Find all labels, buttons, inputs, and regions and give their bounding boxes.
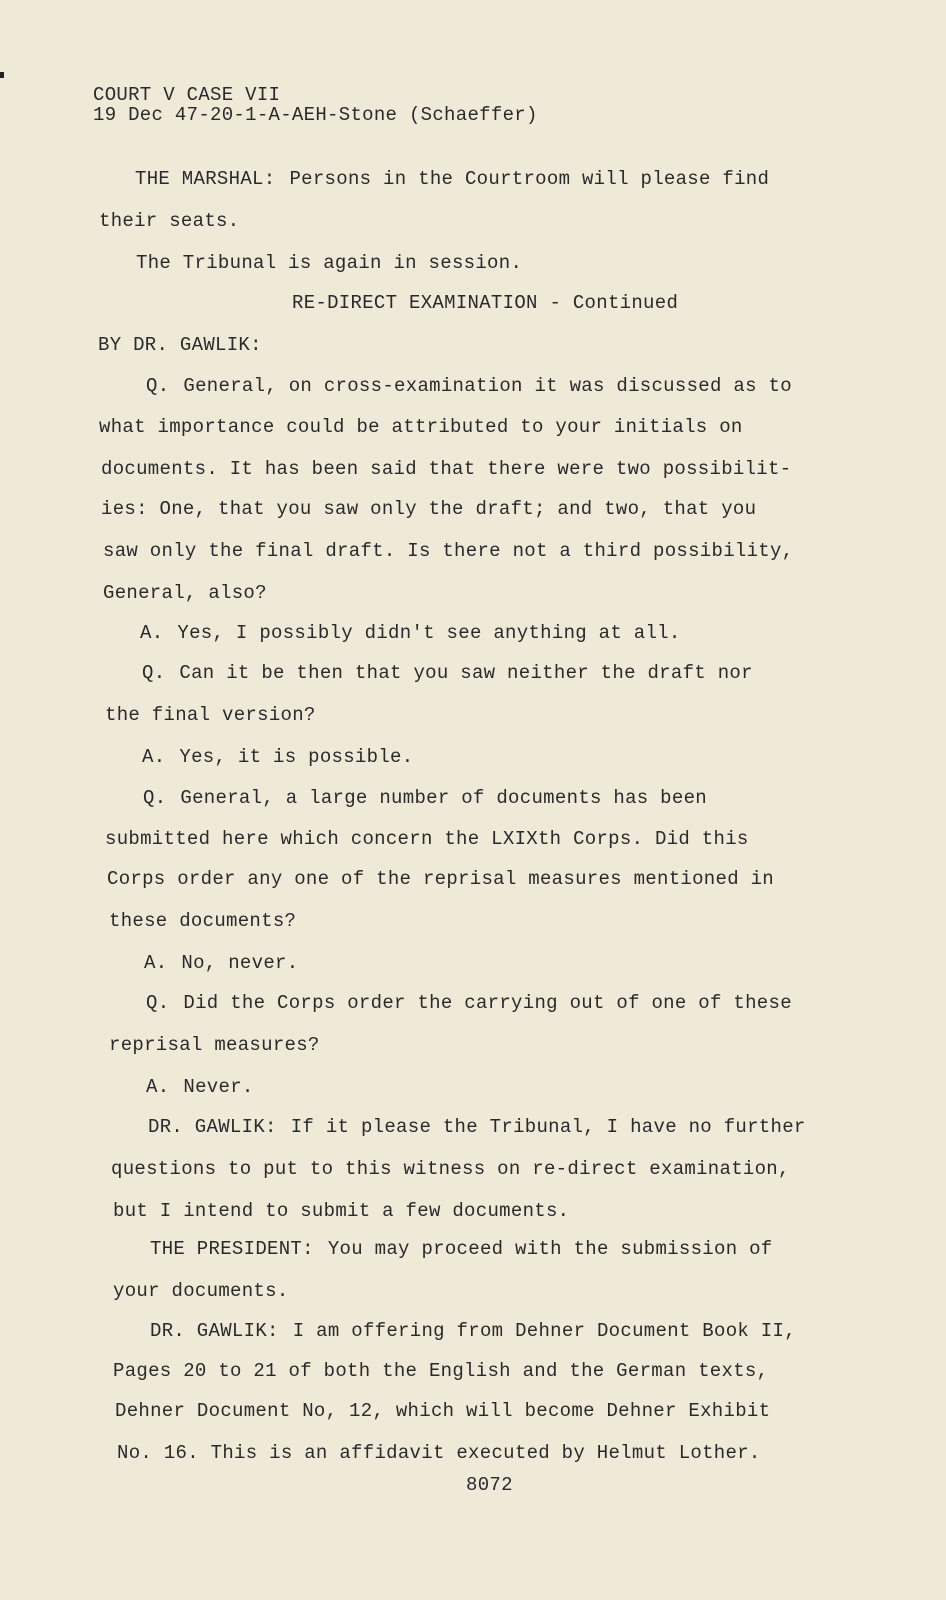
question-1-line-5: saw only the final draft. Is there not a third possibility, (103, 540, 794, 562)
marshal-statement-line-2: their seats. (99, 210, 240, 232)
header-court-case: COURT V CASE VII (93, 84, 281, 106)
question-1-line-1 (146, 375, 792, 397)
margin-mark (0, 72, 4, 78)
answer-label: A. (140, 622, 164, 644)
speaker-label: DR. GAWLIK: (148, 1116, 277, 1138)
question-text: Did the Corps order the carrying out of one of these (183, 992, 792, 1014)
question-1-line-2: what importance could be attributed to your initials on (99, 416, 743, 438)
gawlik-statement-2-line-3: Dehner Document No, 12, which will become Dehner Exhibit (115, 1400, 771, 1422)
answer-3 (144, 952, 298, 974)
question-3-line-2: submitted here which concern the LXIXth Corps. Did this (105, 828, 749, 850)
statement-text: Persons in the Courtroom will please find (289, 168, 770, 190)
question-2-line-1 (142, 662, 753, 684)
gawlik-statement-2-line-1 (150, 1320, 796, 1342)
gawlik-statement-2-line-4: No. 16. This is an affidavit executed by Helmut Lother. (117, 1442, 761, 1464)
session-statement: The Tribunal is again in session. (136, 252, 523, 274)
question-3-line-1 (143, 787, 707, 809)
answer-text: Yes, I possibly didn't see anything at all. (177, 622, 681, 644)
answer-text: Yes, it is possible. (179, 746, 414, 768)
section-heading: RE-DIRECT EXAMINATION - Continued (292, 292, 679, 314)
header-session-info: 19 Dec 47-20-1-A-AEH-Stone (Schaeffer) (93, 104, 538, 126)
question-4-line-1 (146, 992, 792, 1014)
question-text: General, a large number of documents has been (180, 787, 707, 809)
answer-label: A. (146, 1076, 170, 1098)
question-1-line-3: documents. It has been said that there were two possibilit- (101, 458, 792, 480)
question-label: Q. (142, 662, 166, 684)
answer-2 (142, 746, 413, 768)
answer-label: A. (144, 952, 168, 974)
statement-text: If it please the Tribunal, I have no further (290, 1116, 806, 1138)
question-3-line-3: Corps order any one of the reprisal measures mentioned in (107, 868, 775, 890)
question-label: Q. (143, 787, 167, 809)
gawlik-statement-1-line-1 (148, 1116, 806, 1138)
question-2-line-2: the final version? (105, 704, 316, 726)
statement-text: I am offering from Dehner Document Book II, (292, 1320, 796, 1342)
gawlik-statement-1-line-3: but I intend to submit a few documents. (113, 1200, 570, 1222)
question-1-line-4: ies: One, that you saw only the draft; and two, that you (101, 498, 757, 520)
question-text: Can it be then that you saw neither the draft nor (179, 662, 753, 684)
gawlik-statement-2-line-2: Pages 20 to 21 of both the English and the German texts, (113, 1360, 769, 1382)
marshal-statement-line-1 (135, 168, 769, 190)
gawlik-statement-1-line-2: questions to put to this witness on re-direct examination, (111, 1158, 790, 1180)
president-statement-line-2: your documents. (113, 1280, 289, 1302)
question-label: Q. (146, 992, 170, 1014)
question-4-line-2: reprisal measures? (109, 1034, 320, 1056)
question-1-line-6: General, also? (103, 582, 267, 604)
speaker-label: DR. GAWLIK: (150, 1320, 279, 1342)
question-label: Q. (146, 375, 170, 397)
page-number: 8072 (466, 1474, 513, 1496)
examiner-label: BY DR. GAWLIK: (98, 334, 262, 356)
answer-1 (140, 622, 681, 644)
question-3-line-4: these documents? (109, 910, 297, 932)
speaker-label: THE PRESIDENT: (150, 1238, 314, 1260)
question-text: General, on cross-examination it was discussed as to (183, 375, 792, 397)
answer-text: No, never. (181, 952, 299, 974)
speaker-label: THE MARSHAL: (135, 168, 276, 190)
answer-4 (146, 1076, 254, 1098)
answer-text: Never. (183, 1076, 254, 1098)
president-statement-line-1 (150, 1238, 773, 1260)
answer-label: A. (142, 746, 166, 768)
statement-text: You may proceed with the submission of (327, 1238, 773, 1260)
